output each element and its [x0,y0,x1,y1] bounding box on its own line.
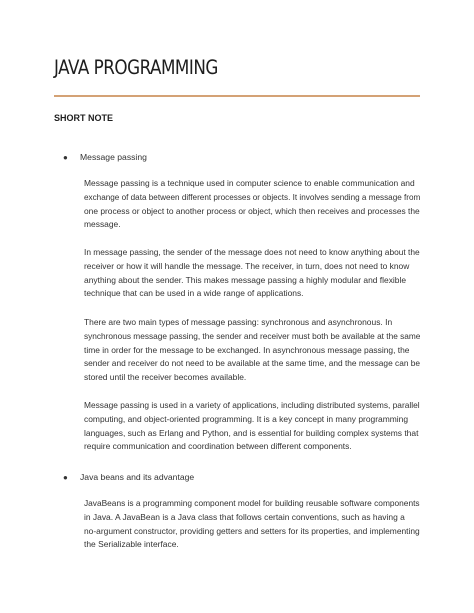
paragraph-line: Message passing is used in a variety of applications, including distributed systems, parallel [84,400,420,410]
paragraph-line: sender and receiver do not need to be available at the same time, and the message can be [84,358,421,369]
paragraph-line: in Java. A JavaBean is a Java class that follows certain conventions, such as having a [84,511,405,522]
paragraph-line: synchronous message passing, the sender and receiver must both be available at the same [84,330,421,341]
paragraph-line: one process or object to another process or object, which then receives and processes the [84,205,420,216]
document-title: JAVA PROGRAMMING [54,56,218,79]
bullet-item-java-beans [63,472,194,482]
paragraph [84,316,420,385]
bullet-heading: Java beans and its advantage [80,472,195,482]
paragraph-line: In message passing, the sender of the message does not need to know anything about the [84,247,420,257]
paragraph-line: There are two main types of message passing: synchronous and asynchronous. In [84,317,393,327]
section-heading: SHORT NOTE [54,113,114,123]
bullet-icon: ● [63,473,68,482]
paragraph-line: anything about the sender. This makes message passing a highly modular and flexible [84,274,407,285]
paragraph [84,399,420,454]
paragraph-line: the Serializable interface. [84,539,179,550]
paragraph-line: receiver or how it will handle the message. The receiver, in turn, does not need to know [84,260,410,271]
paragraph-line: no-argument constructor, providing getters and setters for its properties, and implementing [84,525,420,536]
bullet-item-message-passing [63,152,147,162]
paragraph-line: exchange of data between different processes or objects. It involves sending a message from [84,191,421,202]
bullet-icon: ● [63,153,68,162]
bullet-heading: Message passing [80,152,147,162]
paragraph-line: languages, such as Erlang and Python, and is essential for building complex systems that [84,427,419,438]
paragraph-line: require communication and coordination between different components. [84,441,352,452]
paragraph-line: computing, and object-oriented programming. It is a key concept in many programming [84,413,409,424]
paragraph [84,497,420,552]
title-divider [54,95,420,97]
paragraph-line: message. [84,219,121,230]
paragraph-line: time in order for the message to be exchanged. In asynchronous message passing, the [84,344,410,355]
paragraph-line: stored until the receiver becomes available. [84,372,247,383]
paragraph-line: Message passing is a technique used in computer science to enable communication and [84,178,415,188]
paragraph-line: JavaBeans is a programming component model for building reusable software components [84,498,420,508]
paragraph [84,246,420,301]
paragraph [84,177,420,232]
paragraph-line: technique that can be used in a wide range of applications. [84,288,304,299]
